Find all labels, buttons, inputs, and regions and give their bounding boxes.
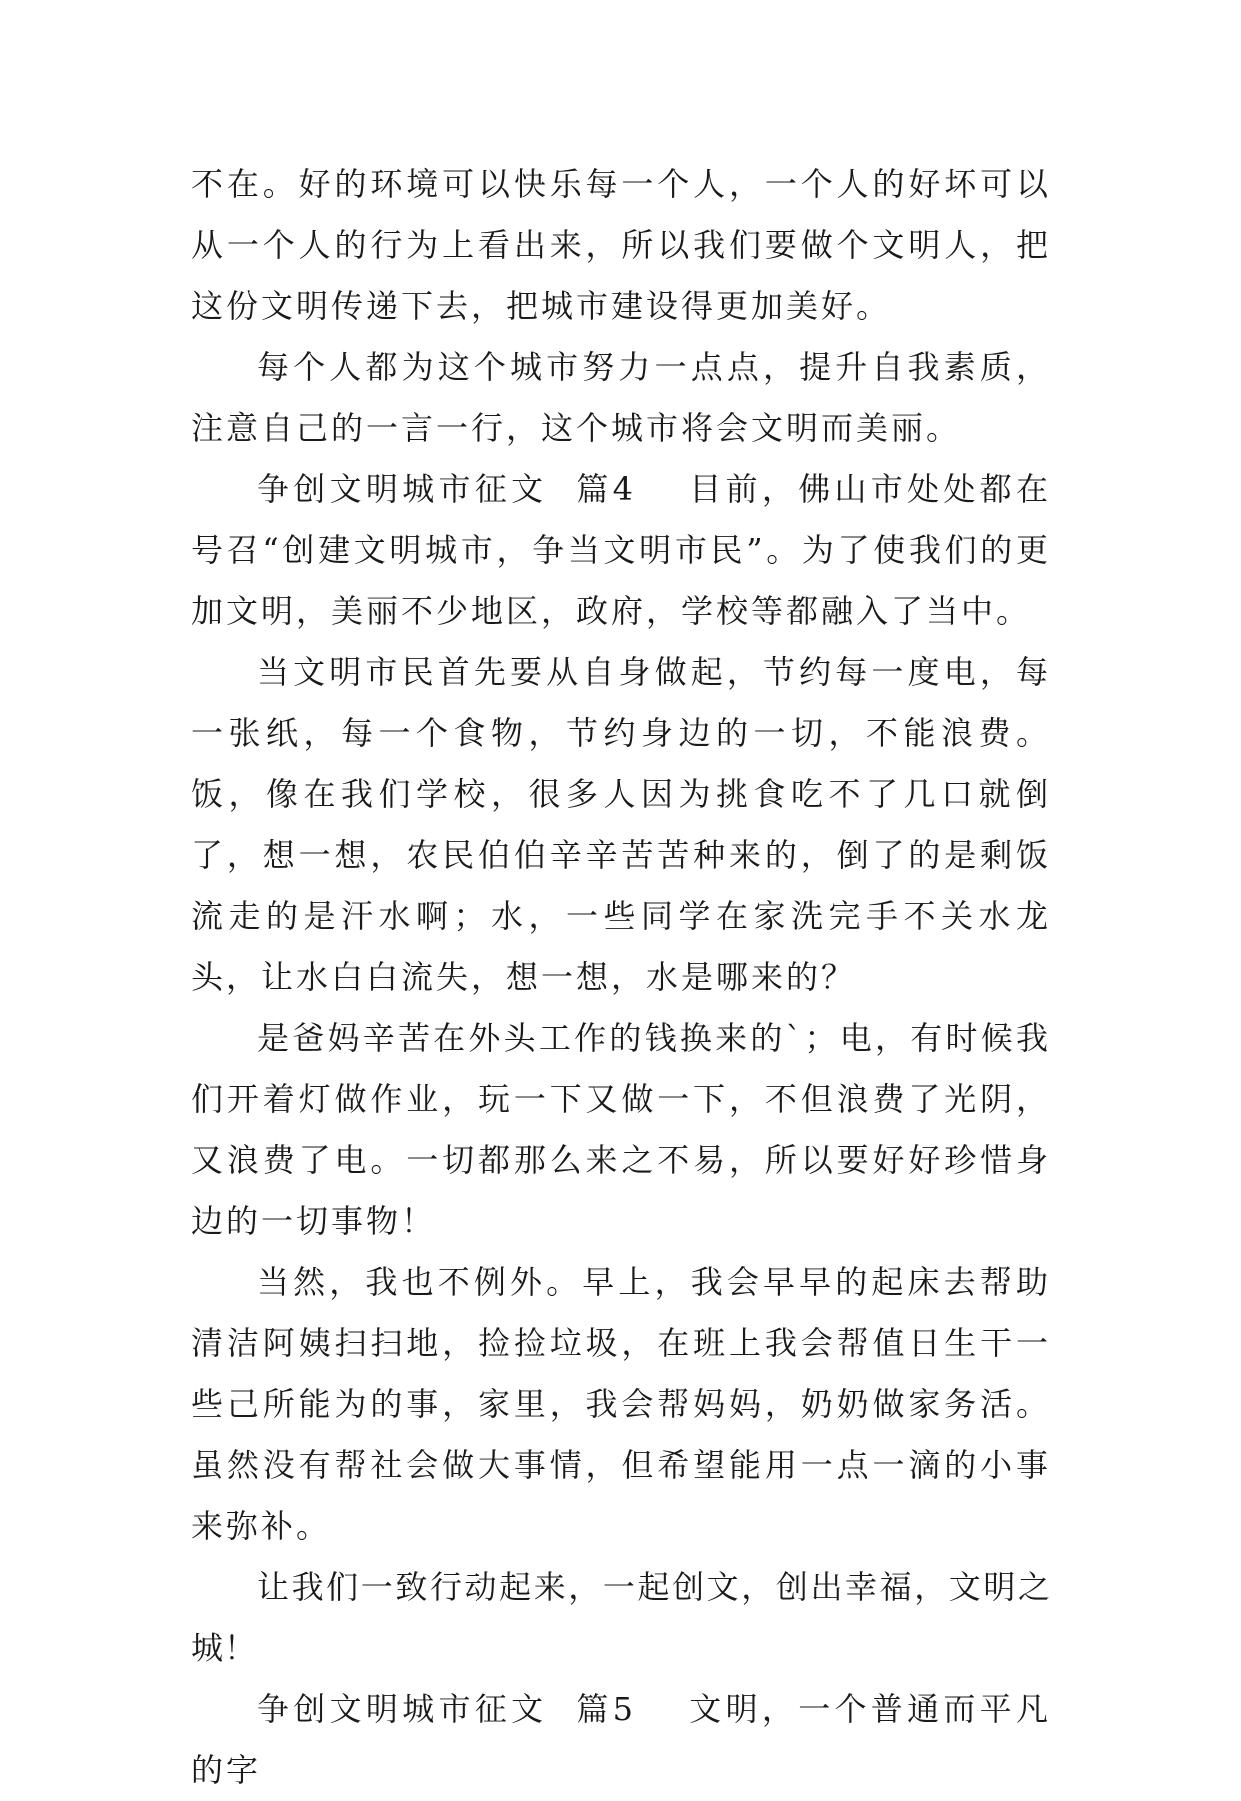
- section-heading-5: 争创文明城市征文 篇5: [257, 1690, 636, 1728]
- section-heading-4: 争创文明城市征文 篇4: [257, 470, 636, 508]
- paragraph-5: [191, 1008, 1051, 1252]
- paragraph-text: 是爸妈辛苦在外头工作的钱换来的`；电，有时候我们开着灯做作业，玩一下又做一下，不但浪费了光阴，又浪费了电。一切都那么来之不易，所以要好好珍惜身边的一切事物！: [191, 1019, 1051, 1240]
- paragraph-1: [191, 154, 1051, 337]
- paragraph-8: [191, 1679, 1051, 1801]
- paragraph-6: [191, 1252, 1051, 1557]
- paragraph-text: 文明，一个普通而平凡的字: [191, 1690, 1051, 1789]
- paragraph-text: 让我们一致行动起来，一起创文，创出幸福，文明之城！: [191, 1568, 1051, 1667]
- paragraph-text: 当文明市民首先要从自身做起，节约每一度电，每一张纸，每一个食物，节约身边的一切，不能浪费。饭，像在我们学校，很多人因为挑食吃不了几口就倒了，想一想，农民伯伯辛辛苦苦种来的，倒了的是剩饭流走的是汗水啊；水，一些同学在家洗完手不关水龙头，让水白白流失，想一想，水是哪来的？: [191, 653, 1051, 996]
- paragraph-4: [191, 642, 1051, 1008]
- paragraph-text: 当然，我也不例外。早上，我会早早的起床去帮助清洁阿姨扫扫地，捡捡垃圾，在班上我会帮值日生干一些己所能为的事，家里，我会帮妈妈，奶奶做家务活。虽然没有帮社会做大事情，但希望能用一点一滴的小事来弥补。: [191, 1263, 1051, 1545]
- paragraph-2: [191, 337, 1051, 459]
- paragraph-text: 每个人都为这个城市努力一点点，提升自我素质，注意自己的一言一行，这个城市将会文明而美丽。: [191, 348, 1051, 447]
- document-body: [191, 154, 1051, 1801]
- paragraph-text: 目前，佛山市处处都在号召“创建文明城市，争当文明市民”。为了使我们的更加文明，美丽不少地区，政府，学校等都融入了当中。: [191, 470, 1051, 630]
- paragraph-text: 不在。好的环境可以快乐每一个人，一个人的好坏可以从一个人的行为上看出来，所以我们要做个文明人，把这份文明传递下去，把城市建设得更加美好。: [191, 165, 1051, 325]
- paragraph-7: [191, 1557, 1051, 1679]
- paragraph-3: [191, 459, 1051, 642]
